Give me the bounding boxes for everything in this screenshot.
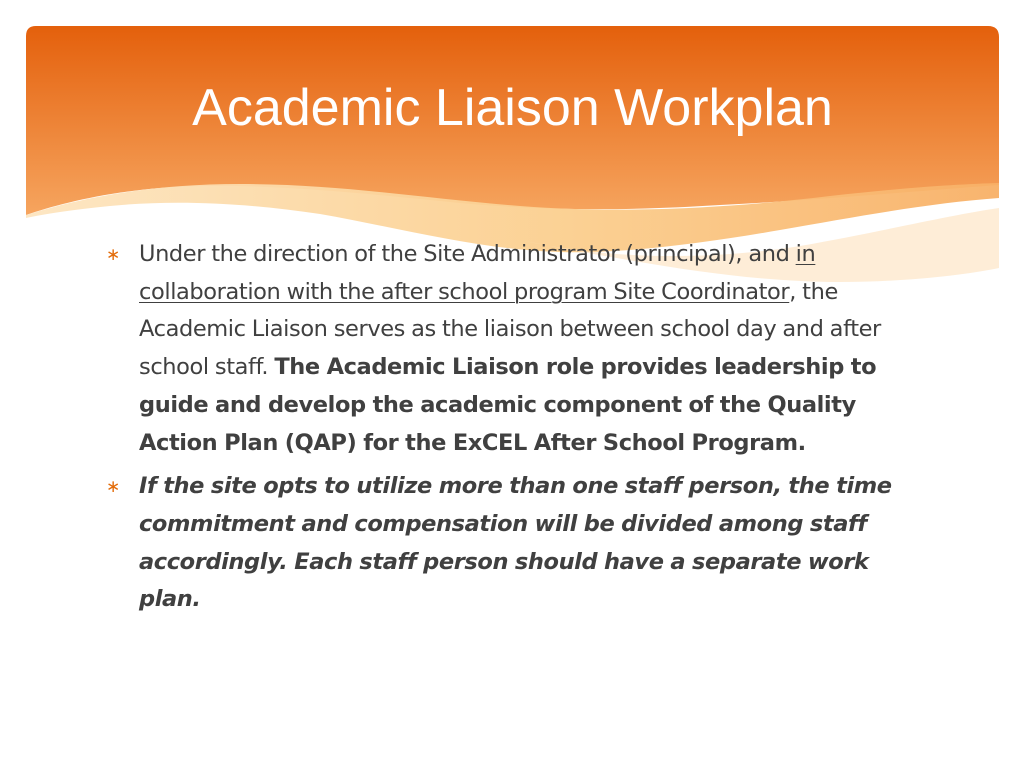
asterisk-bullet-icon: ∗	[106, 245, 120, 265]
slide-title: Academic Liaison Workplan	[192, 79, 833, 137]
underlined-text: in collaboration with the after school program Site Coordinator	[139, 241, 816, 305]
bullet-list	[104, 236, 924, 619]
bold-text: The Academic Liaison role provides leadership to guide and develop the academic component of the Quality Action Plan (QAP) for the ExCEL After School Program.	[139, 354, 877, 456]
bullet-item	[104, 236, 924, 462]
bullet-text: Under the direction of the Site Administrator (principal), and	[139, 241, 796, 267]
asterisk-bullet-icon: ∗	[106, 477, 120, 498]
bullet-text: , the Academic Liaison serves as the liaison between school day and after school staff.	[139, 278, 881, 381]
bullet-item	[104, 468, 924, 619]
bold-italic-text: If the site opts to utilize more than one staff person, the time commitment and compensation will be divided among staff accordingly. Each staff person should have a separate work plan.	[139, 473, 892, 613]
slide-body	[104, 236, 924, 625]
